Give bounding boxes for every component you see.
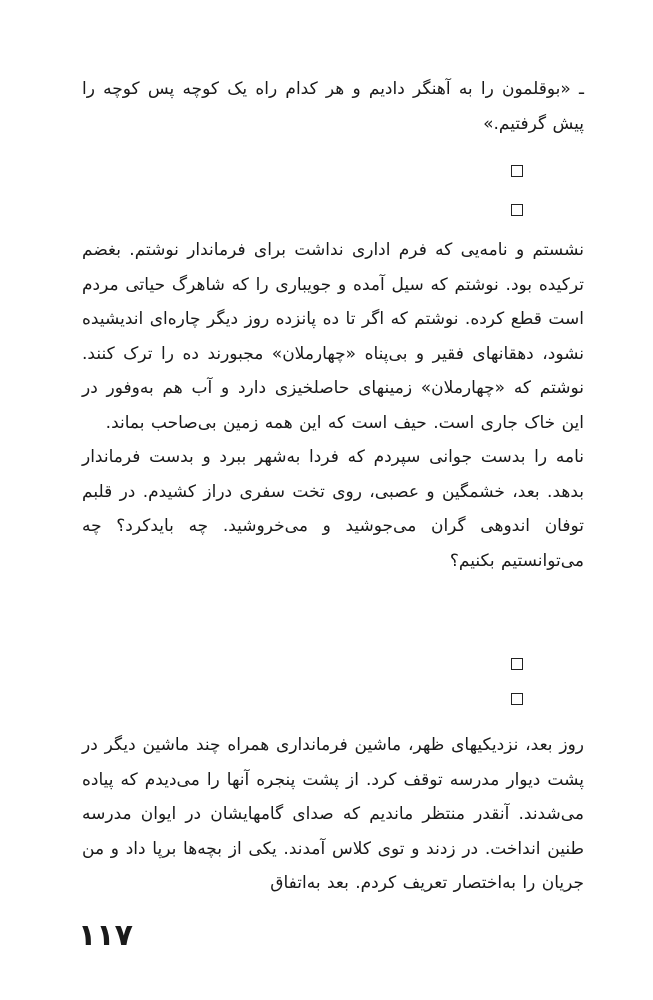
section-break-square-3 <box>511 658 523 670</box>
paragraph-letter-to-governor: نشستم و نامه‌یی که فرم اداری نداشت برای فرماندار نوشتم. بغضم ترکیده بود. نوشتم که سیل آمده و جویباری را که شاهرگ حیاتی مردم است قطع کرده. نوشتم که اگر تا ده پانزده روز دیگر چاره‌ای اندیشیده نشود، دهقانهای فقیر و بی‌پناه «چهارملان» مجبورند ده را ترک کنند. نوشتم که «چهارملان» زمینهای حاصلخیزی دارد و آب هم به‌وفور در این خاک جاری است. حیف است که این همه زمین بی‌صاحب بماند. <box>82 240 584 433</box>
section-break-square-4 <box>511 693 523 705</box>
next-day-block <box>82 728 584 901</box>
opening-paragraph: ـ «بوقلمون را به آهنگر دادیم و هر کدام راه یک کوچه پس کوچه را پیش گرفتیم.» <box>82 79 584 134</box>
section-break-square-1 <box>511 165 523 177</box>
page-number: ۱۱۷ <box>78 918 133 953</box>
paragraph-letter-sent: نامه را بدست جوانی سپردم که فردا به‌شهر ببرد و بدست فرماندار بدهد. بعد، خشمگین و عصبی، روی تخت سفری دراز کشیدم. در قلبم توفان اندوهی گران می‌جوشید و می‌خروشید. چه بایدکرد؟ چه می‌توانستیم بکنیم؟ <box>82 447 584 571</box>
paragraph-next-day: روز بعد، نزدیکیهای ظهر، ماشین فرمانداری همراه چند ماشین دیگر در پشت دیوار مدرسه توقف کرد. از پشت پنجره آنها را می‌دیدم که پیاده می‌شدند. آنقدر منتظر ماندیم که صدای گامهایشان در ایوان مدرسه طنین انداخت. در زدند و توی کلاس آمدند. یکی از بچه‌ها برپا داد و من جریان را به‌اختصار تعریف کردم. بعد به‌اتفاق <box>82 735 584 893</box>
opening-paragraph-block <box>82 72 584 141</box>
section-break-square-2 <box>511 204 523 216</box>
body-text-block <box>82 233 584 578</box>
